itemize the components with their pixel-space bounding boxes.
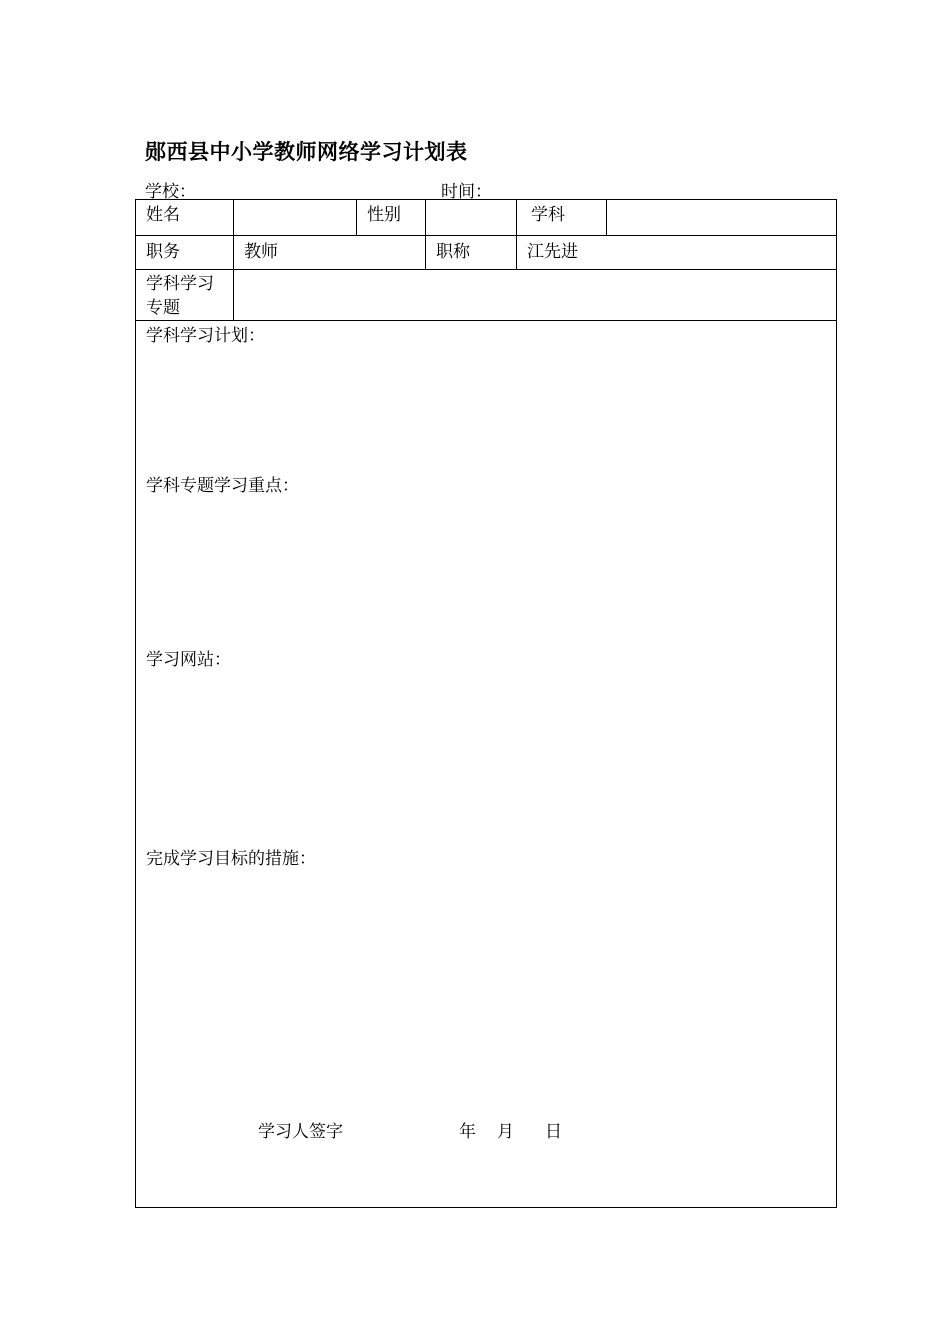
name-value-cell[interactable] — [234, 200, 357, 236]
position-label: 职务 — [146, 242, 180, 262]
gender-label-cell — [357, 200, 426, 236]
professional-title-value: 江先进 — [527, 242, 578, 262]
document-title: 郧西县中小学教师网络学习计划表 — [145, 139, 468, 164]
study-plan-label: 学科学习计划： — [146, 326, 265, 346]
table-row-basic-info — [136, 200, 837, 236]
name-label-cell — [136, 200, 234, 236]
goal-measures-label: 完成学习目标的措施： — [146, 849, 316, 869]
plan-content-cell[interactable] — [136, 321, 837, 1208]
study-website-label: 学习网站： — [146, 650, 231, 670]
plan-form-table — [135, 199, 837, 1208]
name-label: 姓名 — [146, 205, 180, 225]
signature-year: 年 — [459, 1122, 476, 1142]
table-row-position — [136, 236, 837, 270]
subject-value-cell[interactable] — [607, 200, 837, 236]
topic-label-cell — [136, 270, 234, 321]
professional-title-label: 职称 — [436, 242, 470, 262]
position-value: 教师 — [244, 242, 278, 262]
subject-label-cell — [517, 200, 607, 236]
table-row-plan-content — [136, 321, 837, 1208]
signature-day: 日 — [545, 1122, 562, 1142]
school-label: 学校： — [145, 182, 196, 202]
topic-focus-label: 学科专题学习重点： — [146, 476, 299, 496]
professional-title-value-cell[interactable] — [517, 236, 837, 270]
time-label: 时间： — [441, 182, 492, 202]
position-label-cell — [136, 236, 234, 270]
topic-value-cell[interactable] — [234, 270, 837, 321]
gender-value-cell[interactable] — [426, 200, 517, 236]
gender-label: 性别 — [367, 205, 401, 225]
signature-month: 月 — [497, 1122, 514, 1142]
position-value-cell[interactable] — [234, 236, 426, 270]
professional-title-label-cell — [426, 236, 517, 270]
subject-label: 学科 — [531, 205, 565, 225]
topic-label-line2: 专题 — [146, 298, 180, 318]
table-row-topic — [136, 270, 837, 321]
topic-label-line1: 学科学习 — [146, 274, 214, 294]
signature-label: 学习人签字 — [258, 1122, 343, 1142]
